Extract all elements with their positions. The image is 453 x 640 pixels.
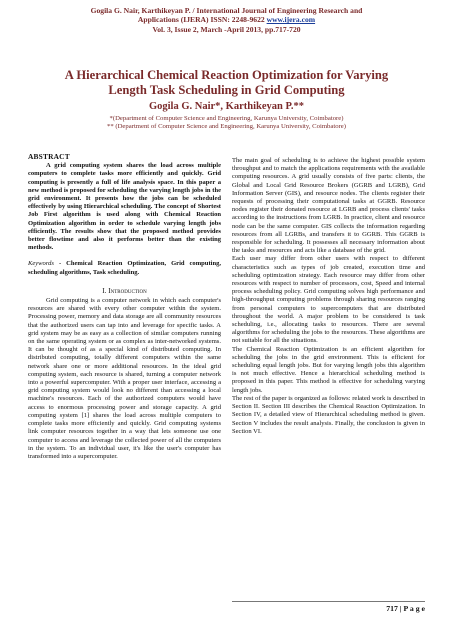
body-paragraph: The rest of the paper is organized as follows: related work is described in Section II. Section III describes the Chemical Reaction Optimization. In Section IV, a detailed view of Hierarchical scheduling method is given. Section V includes the result analysis. Finally, the conclusion is given in Section VI. (232, 394, 425, 435)
journal-header-line1: Gogila G. Nair, Karthikeyan P. / International Journal of Engineering Research and (90, 6, 363, 15)
journal-header (30, 6, 423, 34)
journal-website-link[interactable]: www.ijera.com (266, 15, 316, 25)
introduction-paragraph: Grid computing is a computer network in which each computer's resources are shared with every other computer within the system. Processing power, memory and data storage are all community resources that the authorized users can tap into and leverage for specific tasks. A grid system may be as easy as a collection of similar computers running on the same operating system or as complex as inter-networked systems. It can be thought of as a special kind of distributed computing. In distributed computing, totally different computers within the same network share one or more additional resources. In the ideal grid computing system, each resource is shared, turning a computer network into a powerful supercomputer. With a proper user interface, accessing a grid computing system would look no different than accessing a local machine's resources. Each of the authorized computers would have access to enormous processing power and storage capacity. A grid computing system [1] shares the load across multiple computers to complete tasks more efficiently and quickly. Grid computing systems link computer resources together in a way that lets someone use one computer to access and leverage the collected power of all the computers in the system. To an individual user, it's like the user's computer has transformed into a supercomputer. (28, 297, 221, 460)
journal-issn: Applications (IJERA) ISSN: 2248-9622 (137, 15, 265, 25)
footer-divider (232, 601, 425, 602)
body-paragraph: Each user may differ from other users with respect to different characteristics such as types of job created, execution time and scheduling optimization strategy. Each resource may differ from other resources with respect to number of processors, cost, Speed and internal process scheduling policy. Grid computing solves high performance and high-throughput computing problems through sharing resources ranging from personal computers to supercomputers that are distributed throughout the world. A major problem to be considered is task scheduling, i.e., allocating tasks to resources. There are several algorithms for scheduling the jobs to the resources. These algorithms are not suitable for all the situations. (232, 255, 425, 345)
paper-title (40, 68, 413, 97)
abstract-text: A grid computing system shares the load across multiple computers to complete tasks more efficiently and quickly. Grid computing is presently a full of life analysis space. In this paper a new method is proposed for scheduling the varying length jobs in the grid environment. It presents how the jobs can be scheduled effectively by using Hierarchical scheduling. The concept of Shortest Job First algorithm is used along with Chemical Reaction Optimization algorithm in order to schedule varying length jobs efficiently. The results show that the proposed method provides better flowtime and also it performs better than the existing methods. (28, 162, 221, 252)
affiliation-1: *(Department of Computer Science and Engineering, Karunya University, Coimbatore) (109, 115, 344, 122)
keywords-label: Keywords (28, 260, 54, 268)
body-paragraph: The Chemical Reaction Optimization is an efficient algorithm for scheduling the jobs in the grid environment. This is efficient for scheduling equal length jobs. But for varying length jobs this algorithm is not much effective. Hence a hierarchical scheduling method is proposed in this paper. This method is effective for scheduling varying length jobs. (232, 345, 425, 394)
section-title: Introduction (108, 286, 147, 295)
affiliation-2: ** (Department of Computer Science and Engineering, Karunya University, Coimbatore) (107, 123, 346, 131)
paper-title-line1: A Hierarchical Chemical Reaction Optimization for Varying (64, 68, 389, 82)
keywords (28, 260, 221, 276)
section-number: I. (102, 286, 107, 295)
abstract-heading: ABSTRACT (28, 152, 70, 161)
left-column (28, 153, 221, 461)
affiliations (30, 115, 423, 132)
paper-authors: Gogila G. Nair*, Karthikeyan P.** (148, 101, 305, 112)
body-paragraph: The main goal of scheduling is to achieve the highest possible system throughput and to match the applications requirements with the available computing resources. A grid usually consists of five parts: clients, the Global and Local Grid Resource Brokers (GGRB and LGRB), Grid Information Server (GIS), and resource nodes. The clients register their requests of processing their computational tasks at GGRB. Resource nodes register their donated resource at LGRB and process clients' tasks according to the instructions from LGRB. In practice, client and resource node can be the same computer. GIS collects the information regarding resources from all LGRBs, and transfers it to GGRB. This GGRB is responsible for scheduling. It possesses all necessary information about the tasks and resources and acts like a database of the grid. (232, 157, 425, 255)
keywords-text: - Chemical Reaction Optimization, Grid computing, scheduling algorithms, Task scheduling. (28, 260, 221, 276)
right-column (232, 157, 425, 436)
paper-title-line2: Length Task Scheduling in Grid Computing (108, 82, 345, 97)
journal-header-line3: Vol. 3, Issue 2, March -April 2013, pp.717-720 (152, 24, 301, 34)
page-number: 717 | P a g e (386, 604, 425, 613)
section-heading-introduction (28, 287, 221, 295)
journal-header-line2 (30, 15, 423, 24)
